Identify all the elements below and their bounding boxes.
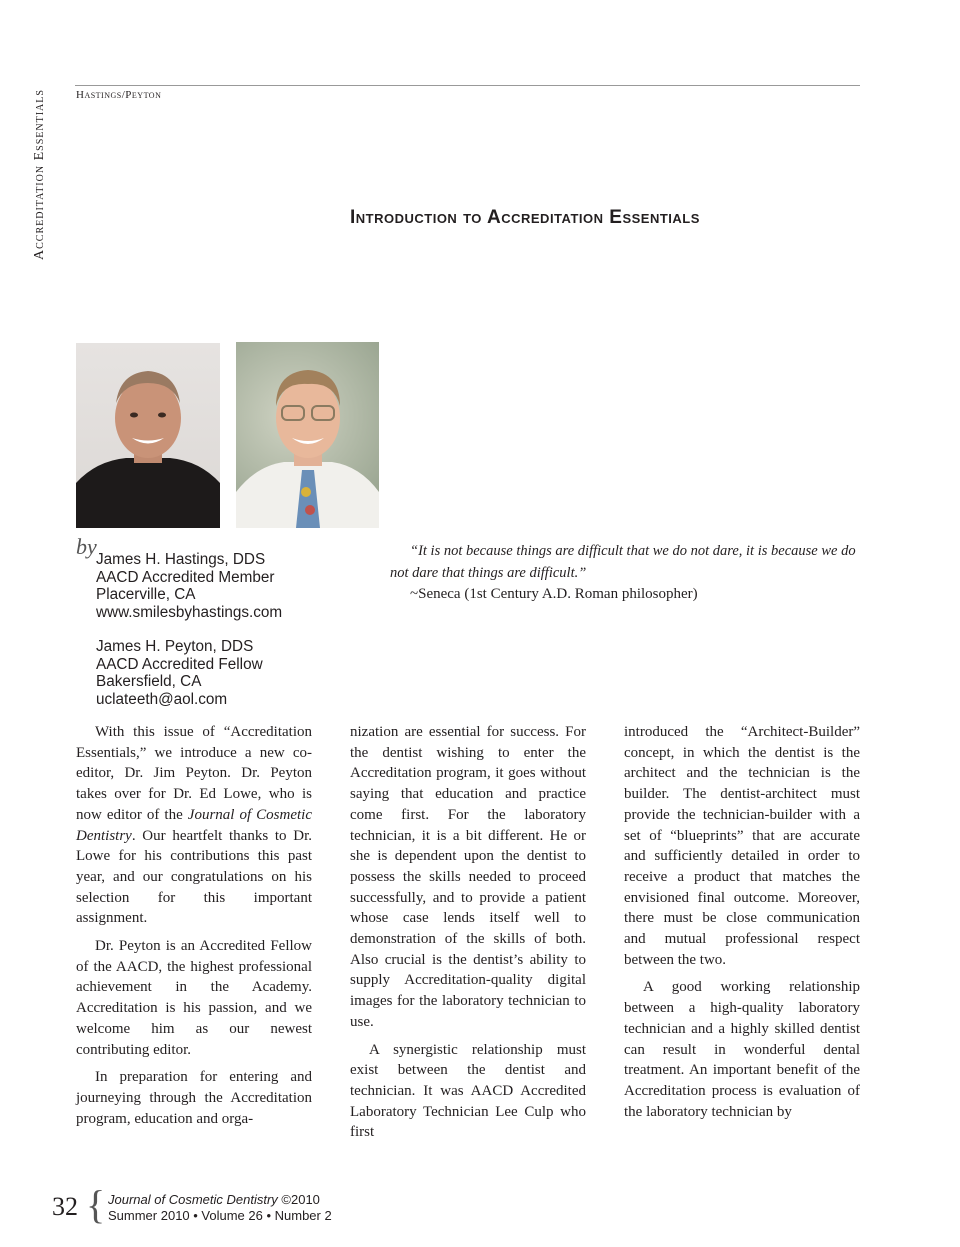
body-column-3 [624, 722, 860, 1129]
author-location: Bakersfield, CA [96, 673, 202, 691]
paragraph: Dr. Peyton is an Accredited Fellow of the AACD, the highest professional achievement in the Academy. Accreditation is his passion, and we welcome him as our newest contributing editor. [76, 938, 312, 1058]
author-photo-hastings [76, 343, 220, 528]
footer-brace: { [86, 1182, 106, 1227]
side-section-label: Accreditation Essentials [32, 89, 47, 260]
body-column-1 [76, 722, 312, 1136]
author-role: AACD Accredited Member [96, 568, 275, 586]
byline-by: by [76, 534, 97, 559]
paragraph: In preparation for entering and journeying through the Accreditation program, education and orga- [76, 1069, 312, 1127]
article-title: Introduction to Accreditation Essentials [350, 207, 700, 228]
author-block-hastings [96, 551, 282, 621]
paragraph: nization are essential for success. For the dentist wishing to enter the Accreditation program, it goes without saying that education and practice come first. For the laboratory technician, it is a bit different. He or she is dependent upon the dentist to possess the skills needed to proceed successfully, and to provide a patient whose case lends itself well to demonstration of the skills of both. Also crucial is the dentist’s ability to supply Accreditation-quality digital images for the laboratory technician to use. [350, 724, 586, 1030]
paragraph: With this issue of “Accreditation Essentials,” we introduce a new co-editor, Dr. Jim Peyton. Dr. Peyton takes over for Dr. Ed Lowe, who is now editor of the Journal of Cosmetic Dentistry. Our heartfelt thanks to Dr. Lowe for his contributions this past year, and our congratulations on his selection for this important assignment. [76, 724, 313, 927]
paragraph: introduced the “Architect-Builder” concept, in which the dentist is the architect and the technician is the builder. The dentist-architect must provide the technician-builder with a set of “blueprints” that are accurate and sufficiently detailed in order to receive a product that matches the envisioned final outcome. Moreover, there must be close communication and mutual professional respect between the two. [624, 724, 860, 968]
quote-text: “It is not because things are difficult that we do not dare, it is because we do not dare that things are difficult.” [390, 543, 856, 581]
journal-name: Journal of Cosmetic Dentistry [108, 1192, 278, 1207]
body-column-2 [350, 722, 586, 1150]
author-block-peyton [96, 638, 263, 708]
author-role: AACD Accredited Fellow [96, 655, 263, 673]
author-website-link[interactable]: www.smilesbyhastings.com [96, 603, 283, 621]
paragraph: A synergistic relationship must exist between the dentist and technician. It was AACD Accredited Laboratory Technician Lee Culp who first [350, 1041, 586, 1141]
footer-citation [108, 1192, 332, 1224]
author-photo-peyton [236, 342, 379, 528]
issue-info: Summer 2010 • Volume 26 • Number 2 [108, 1208, 332, 1223]
paragraph: A good working relationship between a high-quality laboratory technician and a highly skilled dentist can result in wonderful dental treatment. An important benefit of the Accreditation process is evaluation of the laboratory technician by [624, 979, 860, 1120]
page-number: 32 [52, 1192, 78, 1221]
author-name: James H. Peyton, DDS [96, 638, 254, 655]
copyright: ©2010 [281, 1192, 320, 1207]
header-rule [75, 85, 860, 86]
author-email-link[interactable]: uclateeth@aol.com [96, 690, 228, 708]
quote-attribution: ~Seneca (1st Century A.D. Roman philosopher) [410, 586, 698, 602]
author-location: Placerville, CA [96, 586, 196, 604]
epigraph-quote [390, 540, 860, 584]
running-head: Hastings/Peyton [76, 89, 162, 101]
author-name: James H. Hastings, DDS [96, 551, 266, 568]
